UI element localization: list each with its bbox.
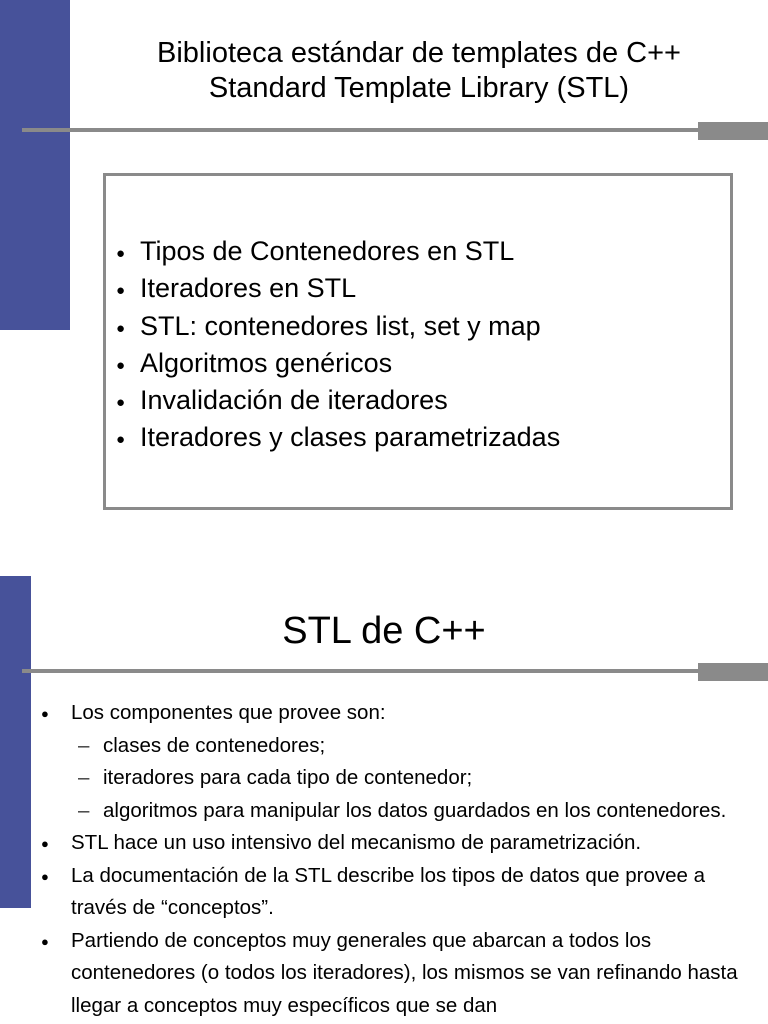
bullet-icon: ● bbox=[116, 431, 126, 449]
title-divider-block bbox=[698, 122, 768, 140]
slide-title: STL de C++ bbox=[282, 610, 486, 652]
list-item: ● STL: contenedores list, set y map bbox=[114, 308, 560, 345]
list-item: ● Tipos de Contenedores en STL bbox=[114, 233, 560, 270]
sub-list-item: – clases de contenedores; bbox=[71, 730, 760, 763]
title-divider bbox=[22, 128, 702, 132]
list-item: ● Algoritmos genéricos bbox=[114, 345, 560, 382]
list-item: ● STL hace un uso intensivo del mecanismo de parametrización. bbox=[40, 827, 760, 860]
accent-bar bbox=[0, 0, 70, 330]
list-item: ● Iteradores y clases parametrizadas bbox=[114, 419, 560, 456]
list-item: ● La documentación de la STL describe los tipos de datos que provee a través de “conceptos”. bbox=[40, 860, 760, 925]
title-divider-block bbox=[698, 663, 768, 681]
bullet-icon: ● bbox=[41, 868, 49, 884]
sub-list-item: – algoritmos para manipular los datos guardados en los contenedores. bbox=[71, 795, 760, 828]
bullet-icon: ● bbox=[41, 836, 49, 851]
list-item: ● Iteradores en STL bbox=[114, 270, 560, 307]
slide-2 bbox=[0, 576, 768, 1024]
dash-icon: – bbox=[78, 766, 90, 789]
list-item: ● Invalidación de iteradores bbox=[114, 382, 560, 419]
bullet-icon: ● bbox=[116, 245, 126, 262]
list-item: ● Partiendo de conceptos muy generales que abarcan a todos los contenedores (o todos los iteradores), los mismos se van refinando hasta llegar a conceptos muy específicos que se dan bbox=[40, 925, 760, 1023]
sub-list bbox=[71, 730, 760, 828]
bullet-icon: ● bbox=[41, 933, 49, 949]
sub-list-item: – iteradores para cada tipo de contenedor; bbox=[71, 762, 760, 795]
agenda-box bbox=[103, 173, 733, 510]
title-line-2: Standard Template Library (STL) bbox=[208, 72, 630, 104]
bullet-icon: ● bbox=[116, 356, 126, 374]
slide-title bbox=[70, 36, 768, 106]
bullet-icon: ● bbox=[116, 319, 126, 337]
agenda-list bbox=[114, 233, 560, 457]
title-line-1: Biblioteca estándar de templates de C++ bbox=[157, 37, 681, 69]
list-item: ● Los componentes que provee son: – clases de contenedores; – iteradores para cada tipo de contenedor; – algoritmos para manipular los datos guardados en los contenedores. bbox=[40, 697, 760, 827]
bullet-icon: ● bbox=[116, 282, 126, 300]
title-divider bbox=[22, 669, 702, 673]
dash-icon: – bbox=[78, 733, 90, 757]
bullet-icon: ● bbox=[116, 394, 126, 412]
dash-icon: – bbox=[78, 798, 90, 822]
bullet-icon: ● bbox=[41, 706, 49, 721]
body-list bbox=[40, 697, 760, 1022]
